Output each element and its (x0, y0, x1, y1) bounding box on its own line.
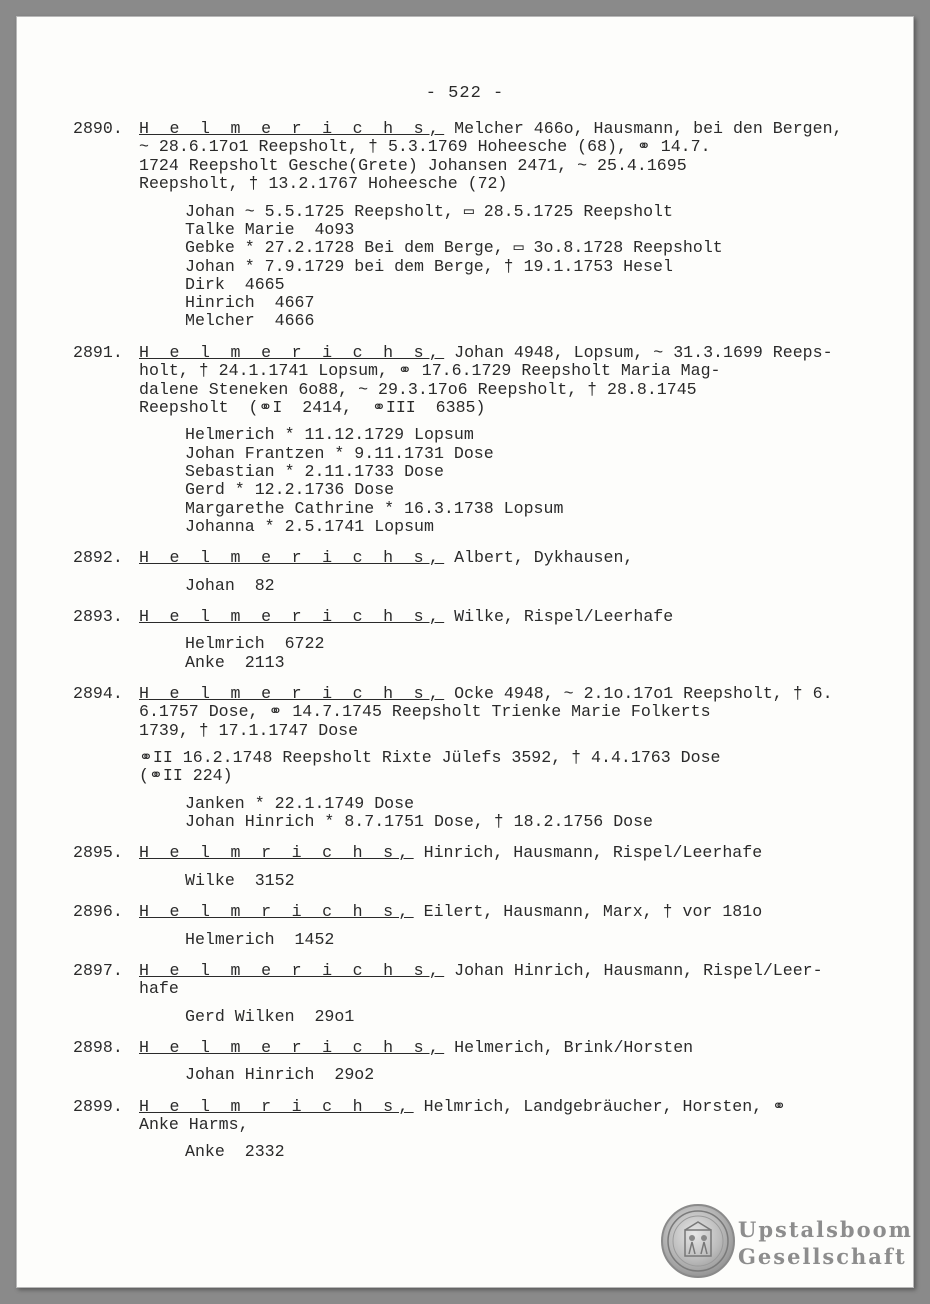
surname: H e l m e r i c h s, (139, 119, 445, 138)
entry-line-text: Melcher 466o, Hausmann, bei den Bergen, (444, 119, 843, 138)
entry-line (139, 549, 853, 567)
entry-line-text: ~ 28.6.17o1 Reepsholt, † 5.3.1769 Hoheesche (68), ⚭ 14.7. (139, 137, 711, 157)
children-list (185, 1066, 853, 1084)
entry-text (139, 903, 853, 921)
entry-line-text: Johan Hinrich, Hausmann, Rispel/Leer- (444, 960, 823, 980)
entry-line (139, 844, 853, 862)
register-entry (73, 1098, 853, 1162)
entry-line (139, 120, 853, 138)
register-entry (73, 344, 853, 536)
entry-number: 2895. (73, 843, 123, 863)
entry-line-text: 1739, † 17.1.1747 Dose (139, 720, 359, 740)
entry-line-text: Ocke 4948, ~ 2.1o.17o1 Reepsholt, † 6. (444, 683, 833, 703)
entry-line (139, 175, 853, 193)
children-list (185, 203, 853, 331)
child-item: Margarethe Cathrine * 16.3.1738 Lopsum (185, 498, 564, 518)
entry-number: 2897. (73, 960, 123, 980)
document-page (16, 16, 914, 1288)
register-entry (73, 1039, 853, 1085)
entry-text (139, 685, 853, 740)
surname: H e l m r i c h s, (139, 1096, 414, 1116)
second-marriage (139, 749, 853, 786)
entry-number: 2892. (73, 548, 123, 568)
entry-text (139, 1098, 853, 1135)
surname: H e l m e r i c h s, (139, 342, 445, 362)
child-item: Johan Hinrich 29o2 (185, 1065, 375, 1085)
register-entry (73, 903, 853, 949)
children-list (185, 795, 853, 832)
entry-text (139, 549, 853, 567)
society-logo-text (738, 1216, 913, 1270)
children-list (185, 872, 853, 890)
entry-number: 2891. (73, 342, 123, 362)
entry-line-text: hafe (139, 979, 179, 999)
child-item: Johan Hinrich * 8.7.1751 Dose, † 18.2.1756 Dose (185, 812, 654, 832)
register-entry (73, 962, 853, 1026)
register-entry (73, 549, 853, 595)
entry-text (139, 1039, 853, 1057)
logo-line-1: Upstalsboom (738, 1217, 913, 1242)
entry-line-text: dalene Steneken 6o88, ~ 29.3.17o6 Reepsholt, † 28.8.1745 (139, 379, 697, 399)
entry-line-text: Hinrich, Hausmann, Rispel/Leerhafe (413, 843, 763, 863)
entry-line (139, 157, 853, 175)
page-number: - 522 - (425, 84, 505, 103)
entry-line (139, 138, 853, 156)
entry-line (139, 1039, 853, 1057)
entry-line (139, 608, 853, 626)
entry-line (139, 344, 853, 362)
child-item: Johan 82 (185, 575, 275, 595)
child-item: Talke Marie 4o93 (185, 219, 355, 239)
entry-line (139, 1098, 853, 1116)
entry-line (139, 1116, 853, 1134)
child-item: Melcher 4666 (185, 311, 315, 331)
surname: H e l m e r i c h s, (139, 606, 445, 626)
entry-line (139, 703, 853, 721)
surname: H e l m e r i c h s, (139, 683, 445, 703)
society-seal-icon (661, 1204, 735, 1278)
entry-line-text: holt, † 24.1.1741 Lopsum, ⚭ 17.6.1729 Reepsholt Maria Mag- (139, 361, 721, 381)
child-item: Johan Frantzen * 9.11.1731 Dose (185, 443, 494, 463)
entry-number: 2899. (73, 1096, 123, 1116)
child-item: Johan * 7.9.1729 bei dem Berge, † 19.1.1753 Hesel (185, 256, 673, 276)
entry-text (139, 608, 853, 626)
child-item: Anke 2332 (185, 1142, 285, 1162)
entry-number: 2896. (73, 902, 123, 922)
entry-number: 2893. (73, 606, 123, 626)
entry-line-text: Reepsholt, † 13.2.1767 Hoheesche (72) (139, 174, 508, 194)
entry-line (139, 903, 853, 921)
surname: H e l m r i c h s, (139, 902, 414, 922)
register-entry (73, 120, 853, 331)
child-item: Helmerich 1452 (185, 929, 335, 949)
child-item: Johanna * 2.5.1741 Lopsum (185, 516, 434, 536)
children-list (185, 426, 853, 536)
child-item: Gebke * 27.2.1728 Bei dem Berge, ▭ 3o.8.1728 Reepsholt (185, 238, 723, 258)
entry-line (139, 685, 853, 703)
entry-text (139, 120, 853, 194)
entry-line (139, 722, 853, 740)
child-item: Johan ~ 5.5.1725 Reepsholt, ▭ 28.5.1725 Reepsholt (185, 201, 673, 221)
child-item: Anke 2113 (185, 652, 285, 672)
register-entry (73, 608, 853, 672)
logo-line-2: Gesellschaft (738, 1244, 907, 1269)
children-list (185, 635, 853, 672)
entry-line-text: Wilke, Rispel/Leerhafe (444, 606, 674, 626)
children-list (185, 577, 853, 595)
entry-text (139, 844, 853, 862)
entry-line-text: Albert, Dykhausen, (444, 548, 634, 568)
surname: H e l m e r i c h s, (139, 548, 445, 568)
child-item: Dirk 4665 (185, 274, 285, 294)
surname: H e l m e r i c h s, (139, 1037, 445, 1057)
entry-line-text: Eilert, Hausmann, Marx, † vor 181o (413, 902, 763, 922)
child-item: Wilke 3152 (185, 870, 295, 890)
entry-line-text: 1724 Reepsholt Gesche(Grete) Johansen 2471, ~ 25.4.1695 (139, 155, 687, 175)
child-item: Helmrich 6722 (185, 634, 325, 654)
entry-line (139, 399, 853, 417)
entry-line (139, 962, 853, 980)
child-item: Helmerich * 11.12.1729 Lopsum (185, 425, 474, 445)
entry-line (139, 980, 853, 998)
entry-number: 2894. (73, 683, 123, 703)
entry-line-text: 6.1757 Dose, ⚭ 14.7.1745 Reepsholt Trienke Marie Folkerts (139, 702, 711, 722)
entry-line-text: Helmerich, Brink/Horsten (444, 1037, 694, 1057)
entry-text (139, 962, 853, 999)
children-list (185, 1008, 853, 1026)
entry-number: 2898. (73, 1037, 123, 1057)
surname: H e l m r i c h s, (139, 843, 414, 863)
child-item: Hinrich 4667 (185, 293, 315, 313)
entry-line-text: Anke Harms, (139, 1115, 249, 1135)
entry-line (139, 381, 853, 399)
entry-line-text: Helmrich, Landgebräucher, Horsten, ⚭ (413, 1096, 787, 1116)
child-item: Gerd * 12.2.1736 Dose (185, 480, 395, 500)
marriage-line: ⚭II 16.2.1748 Reepsholt Rixte Jülefs 3592, † 4.4.1763 Dose (139, 748, 721, 768)
entry-line-text: Johan 4948, Lopsum, ~ 31.3.1699 Reeps- (444, 342, 833, 362)
marriage-line: (⚭II 224) (139, 766, 233, 786)
entry-line (139, 362, 853, 380)
entry-number: 2890. (73, 119, 123, 138)
register-entry (73, 844, 853, 890)
surname: H e l m e r i c h s, (139, 960, 445, 980)
entry-line-text: Reepsholt (⚭I 2414, ⚭III 6385) (139, 397, 486, 417)
child-item: Gerd Wilken 29o1 (185, 1006, 355, 1026)
children-list (185, 1143, 853, 1161)
entry-list (73, 120, 853, 1175)
child-item: Janken * 22.1.1749 Dose (185, 793, 415, 813)
child-item: Sebastian * 2.11.1733 Dose (185, 461, 444, 481)
children-list (185, 931, 853, 949)
entry-text (139, 344, 853, 418)
register-entry (73, 685, 853, 832)
